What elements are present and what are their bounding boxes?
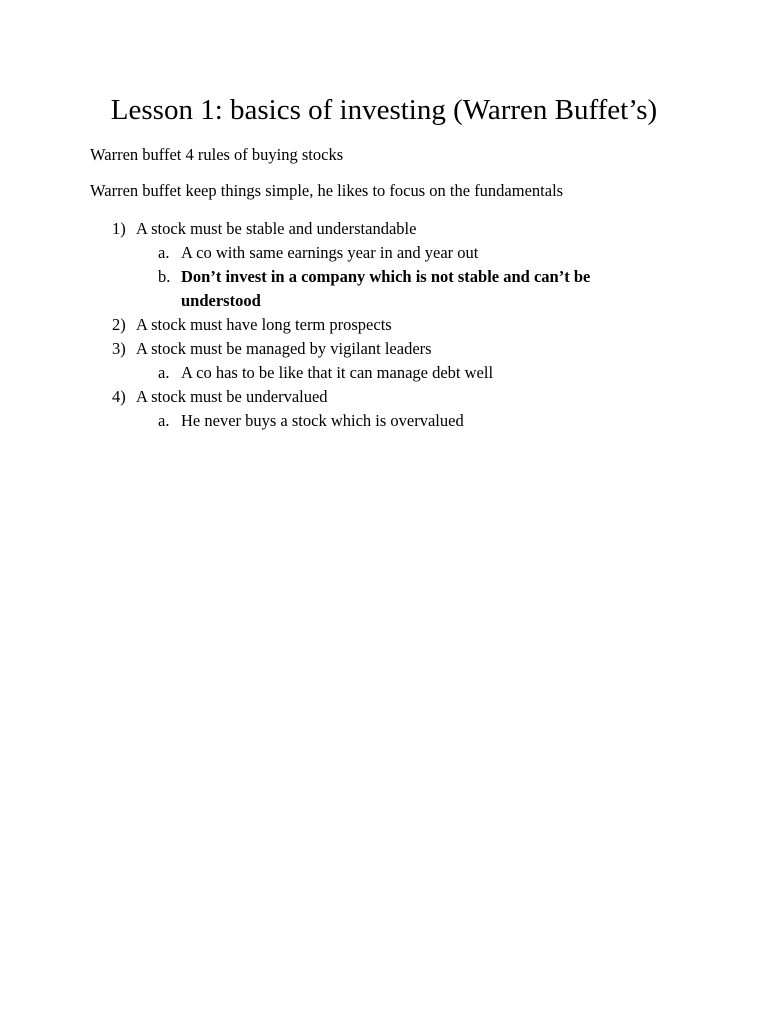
page-title: Lesson 1: basics of investing (Warren Buffet’s) [110, 94, 658, 126]
sub-item [0, 409, 768, 433]
rule-item-1 [0, 217, 768, 313]
sub-item-letter: a. [158, 243, 170, 262]
sub-item-letter: b. [158, 267, 171, 286]
rule-text: A stock must be managed by vigilant leaders [136, 339, 432, 358]
rule-item-4 [0, 385, 768, 433]
rules-list [0, 217, 768, 433]
summary-paragraph: Warren buffet keep things simple, he likes to focus on the fundamentals [90, 181, 564, 200]
rule-text: A stock must be stable and understandable [136, 219, 417, 238]
sub-item-text: A co with same earnings year in and year out [181, 243, 479, 262]
sub-item-text-bold: Don’t invest in a company which is not stable and can’t be understood [181, 267, 591, 310]
sub-item-letter: a. [158, 411, 170, 430]
rule-number: 3) [112, 339, 126, 358]
rule-number: 2) [112, 315, 126, 334]
sub-item [0, 265, 768, 313]
sub-item-text: He never buys a stock which is overvalued [181, 411, 464, 430]
rule-item-3 [0, 337, 768, 385]
rule-number: 1) [112, 219, 126, 238]
rule-3-sub-list [0, 361, 768, 385]
rule-item-2 [0, 313, 768, 337]
intro-paragraph: Warren buffet 4 rules of buying stocks [90, 145, 344, 164]
rule-text: A stock must be undervalued [136, 387, 328, 406]
rule-number: 4) [112, 387, 126, 406]
sub-item-letter: a. [158, 363, 170, 382]
rule-4-sub-list [0, 409, 768, 433]
rule-1-sub-list [0, 241, 768, 313]
rule-text: A stock must have long term prospects [136, 315, 392, 334]
sub-item [0, 361, 768, 385]
sub-item [0, 241, 768, 265]
sub-item-text: A co has to be like that it can manage debt well [181, 363, 494, 382]
